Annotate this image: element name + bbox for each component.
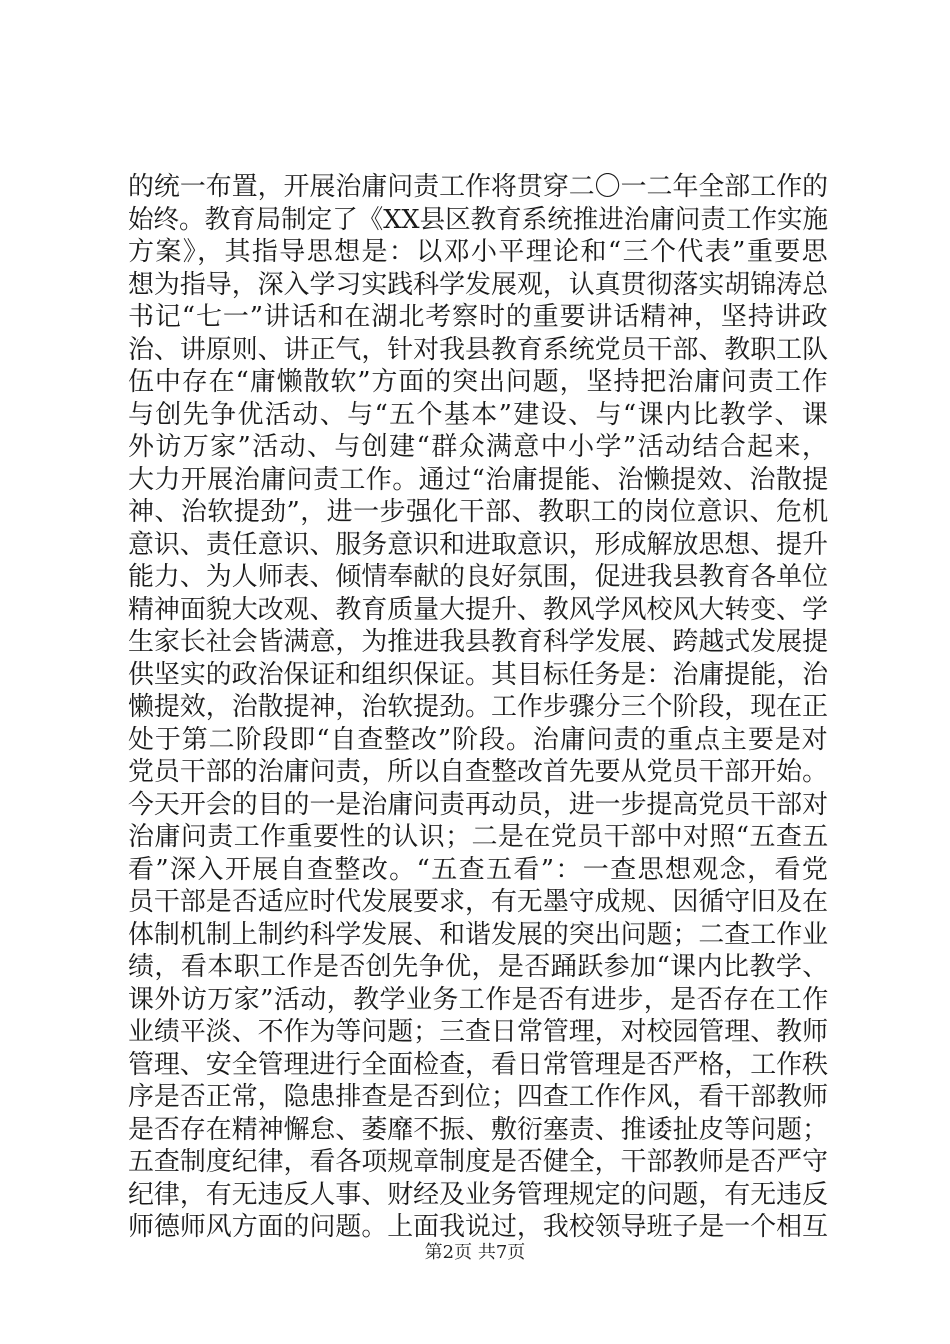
text-line: 课外访万家”活动，教学业务工作是否有进步，是否存在工作: [128, 984, 829, 1015]
text-line: 体制机制上制约科学发展、和谐发展的突出问题；二查工作业: [128, 919, 829, 950]
text-line: 精神面貌大改观、教育质量大提升、教风学风校风大转变、学: [128, 594, 829, 625]
text-line: 绩，看本职工作是否创先争优，是否踊跃参加“课内比教学、: [128, 952, 829, 982]
text-line: 与创先争优活动、与“五个基本”建设、与“课内比教学、课: [128, 399, 830, 430]
text-line: 神、治软提劲”，进一步强化干部、教职工的岗位意识、危机: [128, 497, 829, 527]
text-line: 看”深入开展自查整改。“五查五看”：一查思想观念，看党: [128, 854, 830, 885]
text-line: 处于第二阶段即“自查整改”阶段。治庸问责的重点主要是对: [128, 724, 829, 755]
text-line: 外访万家”活动、与创建“群众满意中小学”活动结合起来，: [128, 432, 830, 462]
text-line: 序是否正常，隐患排查是否到位；四查工作作风，看干部教师: [128, 1082, 829, 1112]
text-line: 业绩平淡、不作为等问题；三查日常管理，对校园管理、教师: [128, 1017, 829, 1047]
text-line: 意识、责任意识、服务意识和进取意识，形成解放思想、提升: [128, 529, 829, 560]
text-line: 今天开会的目的一是治庸问责再动员，进一步提高党员干部对: [128, 789, 829, 820]
text-line: 书记“七一”讲话和在湖北考察时的重要讲话精神，坚持讲政: [128, 302, 829, 332]
text-line: 治、讲原则、讲正气，针对我县教育系统党员干部、教职工队: [128, 334, 829, 365]
text-line: 五查制度纪律，看各项规章制度是否健全，干部教师是否严守: [128, 1147, 829, 1177]
text-line: 始终。教育局制定了《XX县区教育系统推进治庸问责工作实施: [128, 204, 829, 235]
text-line: 是否存在精神懈怠、萎靡不振、敷衍塞责、推诿扯皮等问题；: [128, 1114, 829, 1145]
text-line: 想为指导，深入学习实践科学发展观，认真贯彻落实胡锦涛总: [128, 269, 829, 300]
text-line: 懒提效，治散提神，治软提劲。工作步骤分三个阶段，现在正: [128, 692, 829, 722]
text-line: 供坚实的政治保证和组织保证。其目标任务是：治庸提能，治: [128, 659, 829, 690]
text-line: 师德师风方面的问题。上面我说过，我校领导班子是一个相互: [128, 1212, 829, 1242]
text-line: 能力、为人师表、倾情奉献的良好氛围，促进我县教育各单位: [128, 562, 829, 592]
text-line: 大力开展治庸问责工作。通过“治庸提能、治懒提效、治散提: [128, 464, 829, 495]
text-line: 员干部是否适应时代发展要求，有无墨守成规、因循守旧及在: [128, 887, 829, 917]
text-line: 伍中存在“庸懒散软”方面的突出问题，坚持把治庸问责工作: [128, 367, 829, 397]
page-footer: [0, 1238, 950, 1264]
body-paragraph: [128, 171, 828, 1244]
text-line: 生家长社会皆满意，为推进我县教育科学发展、跨越式发展提: [128, 627, 829, 657]
text-line: 纪律，有无违反人事、财经及业务管理规定的问题，有无违反: [128, 1179, 829, 1210]
text-line: 方案》，其指导思想是：以邓小平理论和“三个代表”重要思: [128, 237, 829, 267]
text-line: 治庸问责工作重要性的认识；二是在党员干部中对照“五查五: [128, 822, 829, 852]
text-line: 的统一布置，开展治庸问责工作将贯穿二〇一二年全部工作的: [128, 172, 829, 202]
text-line: 党员干部的治庸问责，所以自查整改首先要从党员干部开始。: [128, 757, 829, 787]
text-line: 管理、安全管理进行全面检查，看日常管理是否严格，工作秩: [128, 1049, 829, 1080]
page-number-label: 第2页 共7页: [424, 1242, 526, 1263]
